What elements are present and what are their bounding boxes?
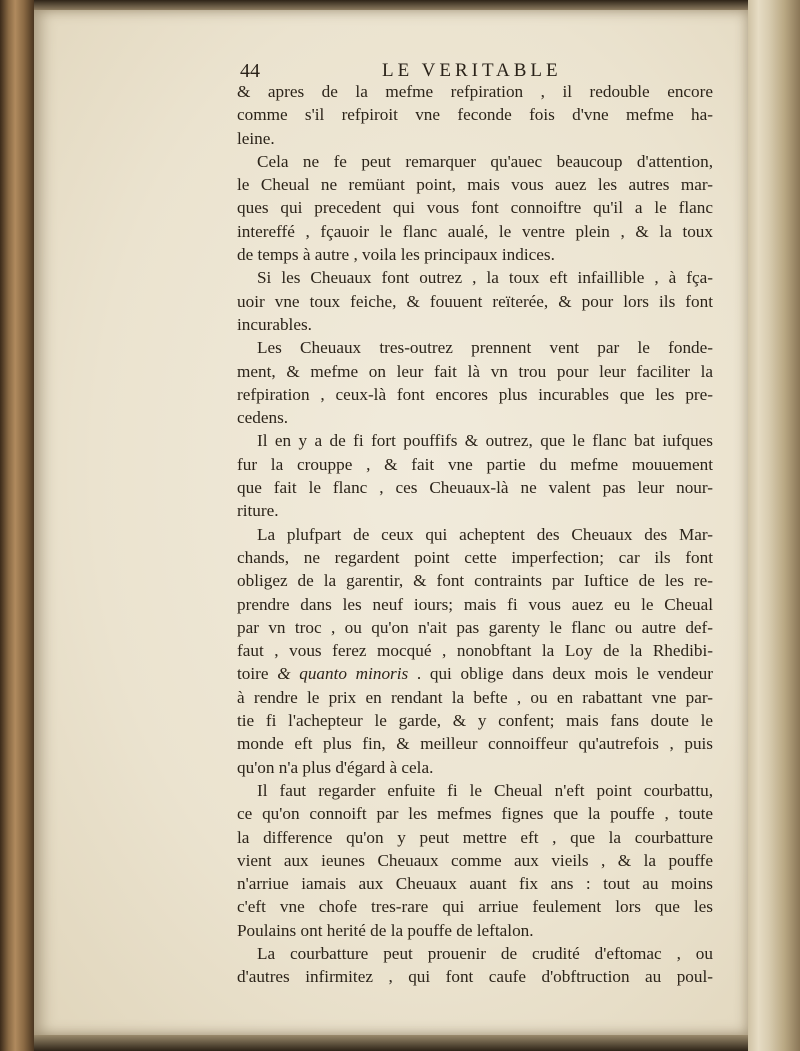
text-line-content: Cela ne fe peut remarquer qu'auec beaucoup d'attention, (257, 151, 713, 171)
text-line (237, 732, 713, 755)
text-line (237, 546, 713, 569)
text-line (237, 150, 713, 173)
text-line-content: comme s'il refpiroit vne feconde fois d'vne mefme ha- (237, 105, 713, 125)
text-line-content: ce qu'on connoift par les mefmes fignes que la pouffe , toute (237, 804, 713, 824)
text-line (237, 523, 713, 546)
text-line-content: fur la crouppe , & fait vne partie du mefme mouuement (237, 454, 713, 474)
text-line (237, 872, 713, 895)
text-line (237, 895, 713, 918)
text-line (237, 336, 713, 359)
book-spine (0, 0, 34, 1051)
text-line-content: faut , vous ferez mocqué , nonobftant la Loy de la Rhedibi- (237, 641, 713, 661)
text-line-content: c'eft vne chofe tres-rare qui arriue feulement lors que les (237, 897, 713, 917)
text-line (237, 313, 713, 336)
text-line (237, 756, 713, 779)
text-line-content: d'autres infirmitez , qui font caufe d'obftruction au poul- (237, 967, 713, 987)
text-line-content: ment, & mefme on leur fait là vn trou pour leur faciliter la (237, 361, 713, 381)
text-line-content: cedens. (237, 408, 289, 428)
text-line (237, 802, 713, 825)
latin-phrase: & quanto minoris (277, 664, 409, 684)
text-line (237, 593, 713, 616)
text-line (237, 220, 713, 243)
text-line-content: La plufpart de ceux qui acheptent des Cheuaux des Mar- (257, 524, 713, 544)
text-line-content: leine. (237, 128, 275, 148)
text-line (237, 779, 713, 802)
text-line-content: La courbatture peut prouenir de crudité d'eftomac , ou (257, 943, 713, 963)
text-line (237, 709, 713, 732)
text-line-content: uoir vne toux feiche, & fouuent reïterée, & pour lors ils font (237, 291, 713, 311)
text-line (237, 686, 713, 709)
text-line (237, 173, 713, 196)
text-line (237, 196, 713, 219)
running-title: LE VERITABLE (382, 60, 562, 81)
text-line-content: ques qui precedent qui vous font connoiftre qu'il a le flanc (237, 198, 713, 218)
text-line (237, 569, 713, 592)
text-line-content: & apres de la mefme refpiration , il redouble encore (237, 82, 713, 101)
text-line-content: prendre dans les neuf iours; mais fi vous auez eu le Cheual (237, 594, 713, 614)
text-line-content: refpiration , ceux-là font encores plus incurables que les pre- (237, 384, 713, 404)
text-line-content: intereffé , fçauoir le flanc aualé, le ventre plein , & la toux (237, 221, 713, 241)
text-line (237, 639, 713, 662)
text-line-content: Les Cheuaux tres-outrez prennent vent par le fonde- (257, 338, 713, 358)
text-line-content: tie fi l'achepteur le garde, & y confent; mais fans doute le (237, 711, 713, 731)
text-line (237, 127, 713, 150)
text-line-content: toire (237, 664, 269, 684)
text-line-content: Si les Cheuaux font outrez , la toux eft infaillible , à fça- (257, 268, 713, 288)
text-line-content: à rendre le prix en rendant la befte , ou en rabattant vne par- (237, 687, 713, 707)
facing-page-edge (748, 0, 800, 1051)
text-line (237, 499, 713, 522)
text-line (237, 919, 713, 942)
text-line-continuation: . qui oblige dans deux mois le vendeur (408, 664, 714, 684)
text-line-content: Il en y a de fi fort pouffifs & outrez, que le flanc bat iufques (257, 431, 713, 451)
body-text (237, 80, 713, 989)
text-line-content: Il faut regarder enfuite fi le Cheual n'eft point courbattu, (257, 780, 713, 800)
text-line (237, 662, 713, 685)
text-line-content: incurables. (237, 314, 312, 334)
text-line (237, 942, 713, 965)
text-line (237, 453, 713, 476)
text-line (237, 965, 713, 988)
text-line-content: de temps à autre , voila les principaux indices. (237, 245, 555, 265)
text-line-content: vient aux ieunes Cheuaux comme aux vieils , & la pouffe (237, 850, 713, 870)
text-line (237, 849, 713, 872)
text-line-content: que fait le flanc , ces Cheuaux-là ne valent pas leur nour- (237, 478, 713, 498)
text-line (237, 80, 713, 103)
text-line-content: chands, ne regardent point cette imperfection; car ils font (237, 547, 713, 567)
book-top-edge (34, 0, 748, 10)
text-line-content: obligez de la garentir, & font contraints par Iuftice de les re- (237, 571, 713, 591)
text-line (237, 826, 713, 849)
text-line-content: le Cheual ne remüant point, mais vous auez les autres mar- (237, 175, 713, 195)
text-line (237, 429, 713, 452)
text-line (237, 266, 713, 289)
text-line (237, 383, 713, 406)
text-line (237, 360, 713, 383)
book-bottom-edge (34, 1035, 748, 1051)
text-line (237, 406, 713, 429)
text-line-content: riture. (237, 501, 279, 521)
text-line (237, 290, 713, 313)
text-line-content: qu'on n'a plus d'égard à cela. (237, 757, 434, 777)
text-line-content: la difference qu'on y peut mettre eft , que la courbatture (237, 827, 713, 847)
page-number: 44 (240, 60, 260, 82)
text-line-content: Poulains ont herité de la pouffe de leftalon. (237, 920, 534, 940)
text-line (237, 103, 713, 126)
text-line (237, 616, 713, 639)
text-line (237, 476, 713, 499)
text-line-content: n'arriue iamais aux Cheuaux auant fix ans : tout au moins (237, 874, 713, 894)
text-line (237, 243, 713, 266)
text-line-content: par vn troc , ou qu'on n'ait pas garenty le flanc ou autre def- (237, 617, 713, 637)
text-line-content: monde eft plus fin, & meilleur connoiffeur qu'autrefois , puis (237, 734, 713, 754)
